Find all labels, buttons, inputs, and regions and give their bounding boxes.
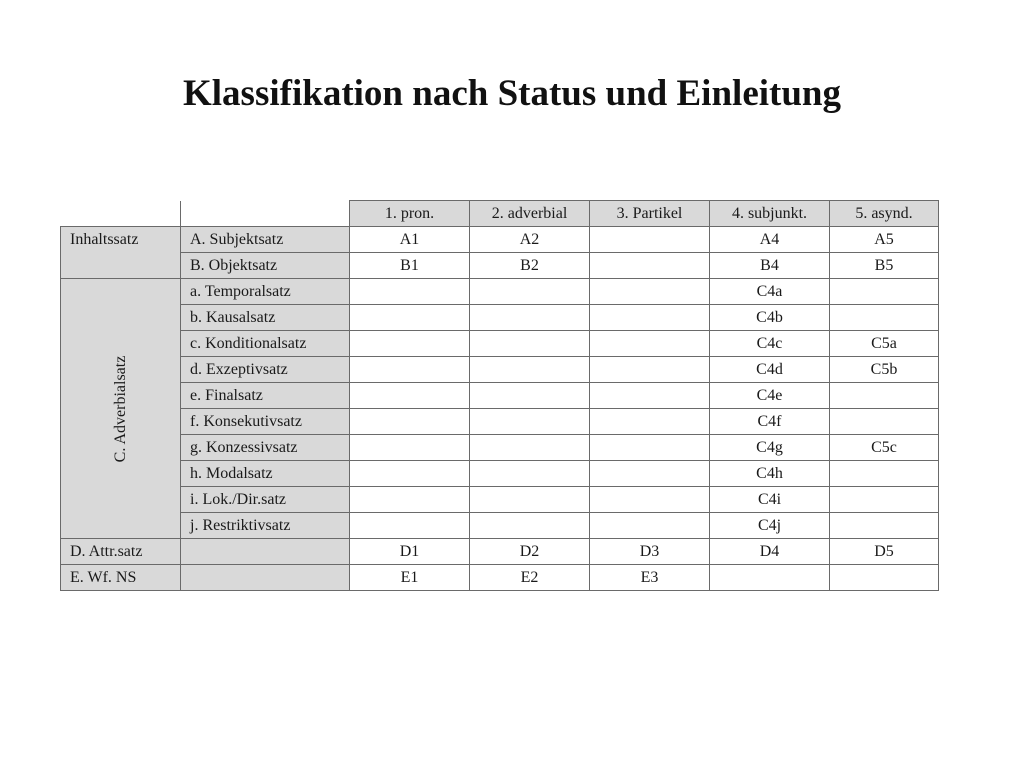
table-cell — [590, 435, 710, 461]
table-cell — [470, 383, 590, 409]
table-cell: B2 — [470, 253, 590, 279]
vertical-group-label: C. Adverbialsatz — [111, 355, 129, 462]
table-cell — [590, 461, 710, 487]
row-label: c. Konditionalsatz — [181, 331, 350, 357]
table-cell: C4a — [710, 279, 830, 305]
table-cell: C4j — [710, 513, 830, 539]
table-row — [61, 409, 939, 435]
row-label: E. Wf. NS — [61, 565, 181, 591]
table-cell — [590, 383, 710, 409]
table-row — [61, 279, 939, 305]
table-cell: C4h — [710, 461, 830, 487]
table-cell: C4e — [710, 383, 830, 409]
corner-cell — [61, 201, 181, 227]
table-cell: C5c — [830, 435, 939, 461]
table-cell — [470, 513, 590, 539]
column-header: 3. Partikel — [590, 201, 710, 227]
table-cell — [350, 461, 470, 487]
table-cell — [710, 565, 830, 591]
table-cell — [590, 305, 710, 331]
table-row — [61, 357, 939, 383]
table-cell — [590, 409, 710, 435]
table-cell — [470, 487, 590, 513]
header-row — [61, 201, 939, 227]
table-cell — [350, 357, 470, 383]
table-cell: C4g — [710, 435, 830, 461]
group-label-inhaltssatz: Inhaltssatz — [61, 227, 181, 279]
table-cell — [830, 513, 939, 539]
table-cell — [830, 279, 939, 305]
table-row — [61, 539, 939, 565]
table-cell: C4f — [710, 409, 830, 435]
column-header: 1. pron. — [350, 201, 470, 227]
table-cell — [830, 409, 939, 435]
table-cell: A2 — [470, 227, 590, 253]
row-label: f. Konsekutivsatz — [181, 409, 350, 435]
classification-table — [60, 200, 939, 591]
table-cell — [830, 383, 939, 409]
table-cell — [830, 565, 939, 591]
table-cell: C5b — [830, 357, 939, 383]
row-label: h. Modalsatz — [181, 461, 350, 487]
row-label: A. Subjektsatz — [181, 227, 350, 253]
table-cell — [350, 487, 470, 513]
table-cell: C5a — [830, 331, 939, 357]
table-cell — [350, 383, 470, 409]
empty-label-cell — [181, 539, 350, 565]
row-label: b. Kausalsatz — [181, 305, 350, 331]
table-cell — [470, 331, 590, 357]
table-row — [61, 487, 939, 513]
table-row — [61, 513, 939, 539]
table-cell: A4 — [710, 227, 830, 253]
table-cell: E1 — [350, 565, 470, 591]
table-row — [61, 435, 939, 461]
table-cell: E3 — [590, 565, 710, 591]
table-cell — [590, 279, 710, 305]
table-row — [61, 331, 939, 357]
table-cell — [590, 487, 710, 513]
table-cell — [350, 409, 470, 435]
table-cell — [830, 461, 939, 487]
column-header: 4. subjunkt. — [710, 201, 830, 227]
table-cell: E2 — [470, 565, 590, 591]
row-label: a. Temporalsatz — [181, 279, 350, 305]
row-label: j. Restriktivsatz — [181, 513, 350, 539]
table-cell: C4b — [710, 305, 830, 331]
table-cell — [590, 227, 710, 253]
table-cell — [590, 253, 710, 279]
row-label: g. Konzessivsatz — [181, 435, 350, 461]
table-cell — [350, 305, 470, 331]
row-label: D. Attr.satz — [61, 539, 181, 565]
table-cell — [830, 305, 939, 331]
table-cell: C4i — [710, 487, 830, 513]
row-label: i. Lok./Dir.satz — [181, 487, 350, 513]
table-cell: C4d — [710, 357, 830, 383]
column-header: 5. asynd. — [830, 201, 939, 227]
column-header: 2. adverbial — [470, 201, 590, 227]
table-cell — [470, 435, 590, 461]
table-row — [61, 305, 939, 331]
table-cell: D5 — [830, 539, 939, 565]
table-cell — [470, 409, 590, 435]
table-cell — [830, 487, 939, 513]
table-cell — [350, 279, 470, 305]
row-label: B. Objektsatz — [181, 253, 350, 279]
table-row — [61, 565, 939, 591]
table-cell — [350, 331, 470, 357]
table-cell: D4 — [710, 539, 830, 565]
table-cell: D3 — [590, 539, 710, 565]
table-cell — [470, 357, 590, 383]
table-cell: A1 — [350, 227, 470, 253]
table-row — [61, 461, 939, 487]
table-cell — [590, 513, 710, 539]
table-cell — [350, 435, 470, 461]
table-cell: D1 — [350, 539, 470, 565]
table-cell — [470, 461, 590, 487]
corner-cell — [181, 201, 350, 227]
table-row — [61, 383, 939, 409]
table-cell: B4 — [710, 253, 830, 279]
table-row — [61, 253, 939, 279]
table-cell: B5 — [830, 253, 939, 279]
table-cell — [590, 357, 710, 383]
table-cell: A5 — [830, 227, 939, 253]
row-label: d. Exzeptivsatz — [181, 357, 350, 383]
table-cell: B1 — [350, 253, 470, 279]
table-cell: C4c — [710, 331, 830, 357]
table-cell: D2 — [470, 539, 590, 565]
table-row — [61, 227, 939, 253]
table-cell — [470, 279, 590, 305]
group-label-adverbialsatz — [61, 279, 181, 539]
table-cell — [470, 305, 590, 331]
table-cell — [350, 513, 470, 539]
table-cell — [590, 331, 710, 357]
empty-label-cell — [181, 565, 350, 591]
page-title: Klassifikation nach Status und Einleitung — [183, 73, 841, 114]
row-label: e. Finalsatz — [181, 383, 350, 409]
